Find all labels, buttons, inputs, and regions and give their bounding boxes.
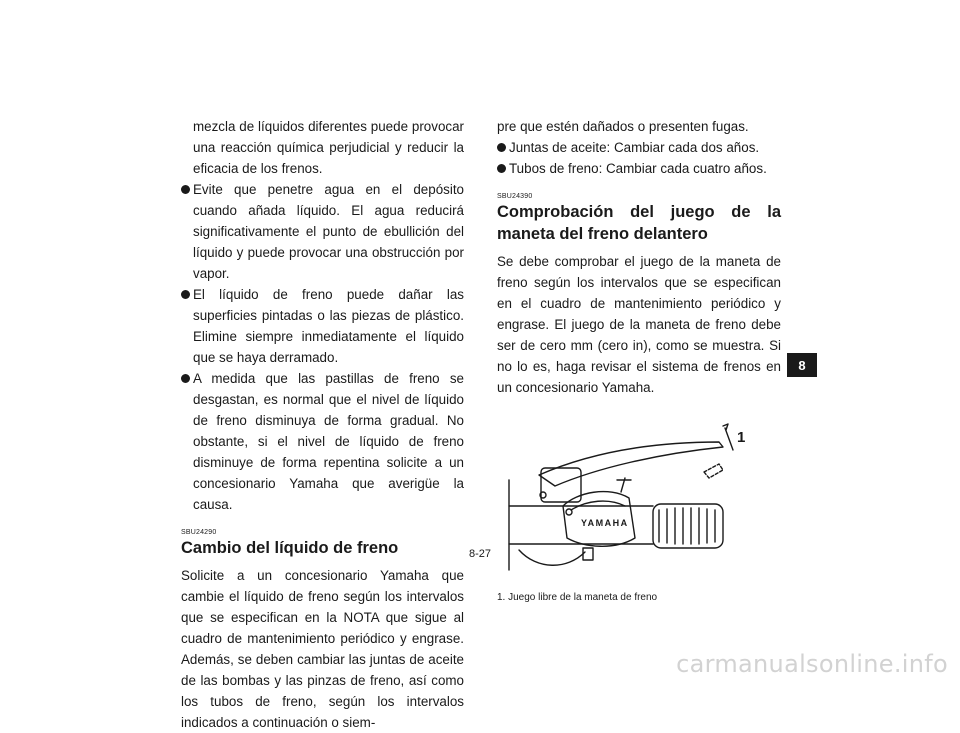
list-item-text: Evite que penetre agua en el depósito cuando añada líquido. El agua reducirá significativamente el punto de ebullición del líquido y puede provocar una obstrucción por vapor. — [193, 182, 464, 281]
right-bullet-list — [497, 137, 781, 179]
right-continuation-text: pre que estén dañados o presenten fugas. — [497, 119, 749, 134]
list-item — [181, 368, 464, 515]
figure-caption: 1. Juego libre de la maneta de freno — [497, 592, 658, 603]
section-title: Cambio del líquido de freno — [181, 539, 399, 557]
right-column — [497, 116, 781, 604]
list-item — [181, 284, 464, 368]
list-item — [497, 137, 781, 158]
reservoir-screw-icon — [617, 478, 631, 492]
list-item-text: A medida que las pastillas de freno se desgastan, es normal que el nivel de líquido de freno disminuya de forma gradual. No obstante, si el nivel de líquido de freno disminuye de forma repentina solicite a un concesionario Yamaha que averigüe la causa. — [193, 371, 464, 512]
section-code: SBU24290 — [181, 529, 217, 536]
brand-label: YAMAHA — [581, 518, 629, 528]
section-body: Solicite a un concesionario Yamaha que cambie el líquido de freno según los intervalos que se especifican en la NOTA que sigue al cuadro de mantenimiento periódico y engrase. Además, se deben cambiar las juntas de aceite de las bombas y las pinzas de freno, así como los tubos de freno, según los intervalos indicados a continuación o siem- — [181, 568, 464, 730]
list-item — [181, 179, 464, 284]
bullet-icon — [181, 185, 190, 194]
page-number: 8-27 — [468, 548, 492, 560]
section-title: Comprobación del juego de la maneta del freno delantero — [497, 203, 781, 243]
list-item-text: El líquido de freno puede dañar las superficies pintadas o las piezas de plástico. Elimine siempre inmediatamente el líquido que se haya derramado. — [193, 287, 464, 365]
callout-number: 1 — [737, 429, 746, 446]
handlebar-grip — [653, 504, 723, 548]
grip-ribs — [659, 508, 715, 544]
bullet-icon — [497, 143, 506, 152]
watermark: carmanualsonline.info — [676, 650, 948, 678]
bullet-icon — [181, 374, 190, 383]
chapter-tab: 8 — [787, 353, 817, 377]
list-item-text: Tubos de freno: Cambiar cada cuatro años. — [509, 161, 767, 176]
left-bullet-list — [181, 179, 464, 515]
section-body: Se debe comprobar el juego de la maneta de freno según los intervalos que se especifican en el cuadro de mantenimiento periódico y engrase. El juego de la maneta de freno debe ser de cero mm (cero in), como se muestra. Si no lo es, haga revisar el sistema de frenos en un concesionario Yamaha. — [497, 254, 781, 395]
left-continuation-text: mezcla de líquidos diferentes puede provocar una reacción química perjudicial y reducir la eficacia de los frenos. — [193, 119, 464, 176]
list-item — [497, 158, 781, 179]
bullet-icon — [497, 164, 506, 173]
bullet-icon — [181, 290, 190, 299]
lever-freeplay-outline — [704, 464, 723, 478]
list-item-text: Juntas de aceite: Cambiar cada dos años. — [509, 140, 760, 155]
callout-leader-line — [725, 428, 733, 450]
brake-lever-figure — [497, 420, 781, 585]
left-column — [181, 116, 464, 733]
brake-lever-illustration — [497, 420, 781, 585]
section-code: SBU24390 — [497, 193, 533, 200]
